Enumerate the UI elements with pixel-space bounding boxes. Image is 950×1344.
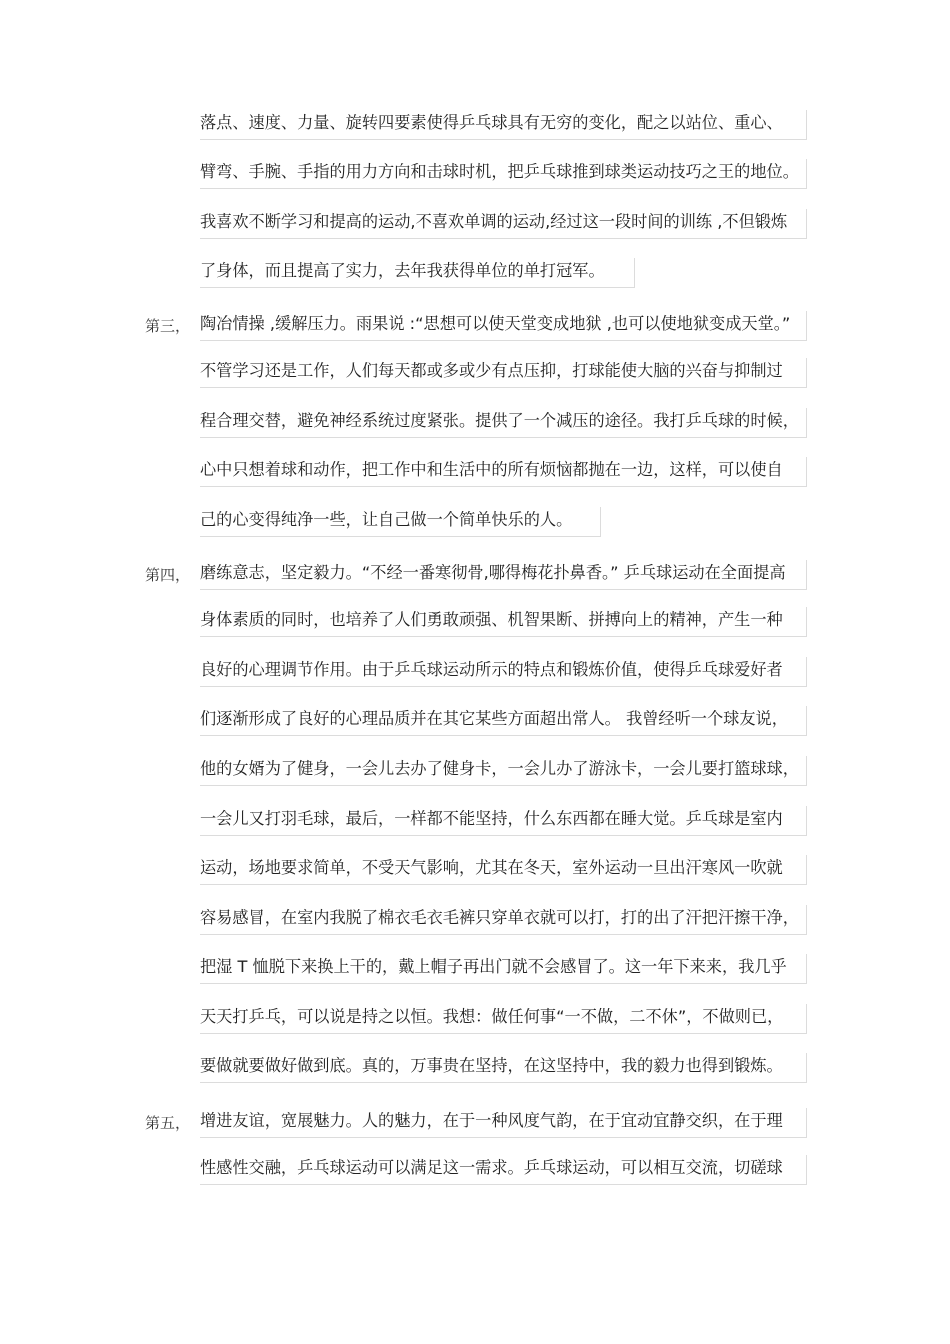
text-line: 他的女婿为了健身，一会儿去办了健身卡，一会儿办了游泳卡，一会儿要打篮球球， <box>200 756 807 786</box>
text-line: 身体素质的同时，也培养了人们勇敢顽强、机智果断、拼搏向上的精神，产生一种 <box>200 607 807 637</box>
text-line: 天天打乒乓，可以说是持之以恒。我想：做任何事“一不做，二不休”，不做则已， <box>200 1004 807 1034</box>
text-line: 们逐渐形成了良好的心理品质并在其它某些方面超出常人。 我曾经听一个球友说， <box>200 706 807 736</box>
text-line: 不管学习还是工作，人们每天都或多或少有点压抑，打球能使大脑的兴奋与抑制过 <box>200 358 807 388</box>
text-line: 磨练意志，坚定毅力。“不经一番寒彻骨,哪得梅花扑鼻香。” 乒乓球运动在全面提高 <box>200 560 807 590</box>
text-line: 臂弯、手腕、手指的用力方向和击球时机，把乒乓球推到球类运动技巧之王的地位。 <box>200 159 807 189</box>
text-line: 我喜欢不断学习和提高的运动,不喜欢单调的运动,经过这一段时间的训练 ,不但锻炼 <box>200 209 807 239</box>
text-line: 增进友谊，宽展魅力。人的魅力，在于一种风度气韵，在于宜动宜静交织，在于理 <box>200 1108 807 1138</box>
text-line: 容易感冒，在室内我脱了棉衣毛衣毛裤只穿单衣就可以打，打的出了汗把汗擦干净， <box>200 905 807 935</box>
text-line: 运动，场地要求简单，不受天气影响，尤其在冬天，室外运动一旦出汗寒风一吹就 <box>200 855 807 885</box>
paragraph-label: 第四， <box>145 566 191 584</box>
text-line: 程合理交替，避免神经系统过度紧张。提供了一个减压的途径。我打乒乓球的时候， <box>200 408 807 438</box>
text-line: 了身体，而且提高了实力，去年我获得单位的单打冠军。 <box>200 258 635 288</box>
paragraph-label: 第五， <box>145 1114 191 1132</box>
text-line: 落点、速度、力量、旋转四要素使得乒乓球具有无穷的变化，配之以站位、重心、 <box>200 110 807 140</box>
paragraph-label: 第三， <box>145 317 191 335</box>
text-line: 把湿 T 恤脱下来换上干的，戴上帽子再出门就不会感冒了。这一年下来来，我几乎 <box>200 954 807 984</box>
text-line: 一会儿又打羽毛球，最后，一样都不能坚持，什么东西都在睡大觉。乒乓球是室内 <box>200 806 807 836</box>
text-line: 良好的心理调节作用。由于乒乓球运动所示的特点和锻炼价值，使得乒乓球爱好者 <box>200 657 807 687</box>
text-line: 性感性交融，乒乓球运动可以满足这一需求。乒乓球运动，可以相互交流，切磋球 <box>200 1155 807 1185</box>
text-line: 要做就要做好做到底。真的，万事贵在坚持，在这坚持中，我的毅力也得到锻炼。 <box>200 1053 807 1083</box>
text-line: 陶冶情操 ,缓解压力。雨果说 :“思想可以使天堂变成地狱 ,也可以使地狱变成天堂。” <box>200 311 807 341</box>
text-line: 心中只想着球和动作，把工作中和生活中的所有烦恼都抛在一边，这样，可以使自 <box>200 457 807 487</box>
text-line: 己的心变得纯净一些，让自己做一个简单快乐的人。 <box>200 507 601 537</box>
